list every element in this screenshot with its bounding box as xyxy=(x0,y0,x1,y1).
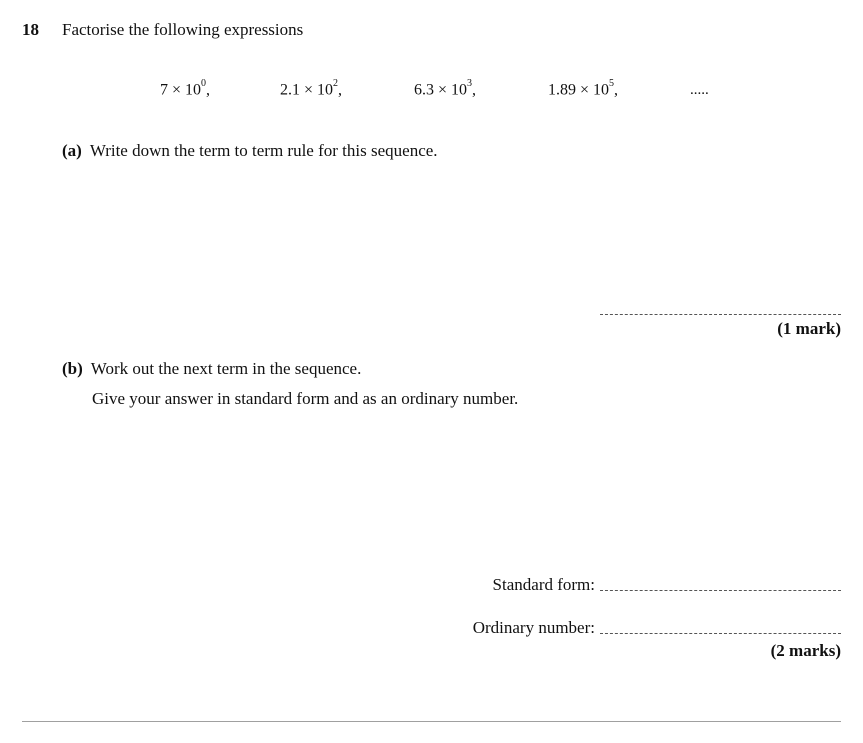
term-separator: , xyxy=(206,81,211,99)
sequence-term-2 xyxy=(280,80,342,99)
part-b-label: (b) xyxy=(62,359,83,378)
term-coefficient: 2.1 xyxy=(280,81,300,99)
part-b-text-line1: Work out the next term in the sequence. xyxy=(90,359,362,378)
term-exponent: 5 xyxy=(609,78,615,89)
part-a-label: (a) xyxy=(62,141,82,160)
part-a-question xyxy=(62,141,438,161)
sequence-term-1 xyxy=(160,80,210,99)
question-title: Factorise the following expressions xyxy=(62,20,304,39)
term-coefficient: 1.89 xyxy=(548,81,576,99)
term-separator: , xyxy=(472,81,477,99)
times-sign: × xyxy=(172,81,182,99)
part-a-marks: (1 mark) xyxy=(777,319,841,338)
part-b-text-line2: Give your answer in standard form and as an ordinary number. xyxy=(92,389,519,408)
term-separator: , xyxy=(338,81,343,99)
standard-form-label: Standard form: xyxy=(492,575,595,594)
part-a-answer-line[interactable] xyxy=(600,314,841,315)
footer-divider xyxy=(22,721,841,722)
part-a-text: Write down the term to term rule for this sequence. xyxy=(89,141,438,160)
term-exponent: 3 xyxy=(467,78,473,89)
standard-form-answer-line[interactable] xyxy=(600,590,841,591)
times-sign: × xyxy=(438,81,448,99)
term-base: 10 xyxy=(317,81,334,99)
times-sign: × xyxy=(580,81,590,99)
sequence-ellipsis: ..... xyxy=(690,82,709,98)
term-exponent: 0 xyxy=(201,78,207,89)
sequence-term-4 xyxy=(548,80,618,99)
sequence-term-3 xyxy=(414,80,476,99)
part-b-question xyxy=(62,359,361,379)
ordinary-number-answer-line[interactable] xyxy=(600,633,841,634)
term-base: 10 xyxy=(451,81,468,99)
term-coefficient: 6.3 xyxy=(414,81,434,99)
term-coefficient: 7 xyxy=(160,81,168,99)
times-sign: × xyxy=(304,81,314,99)
question-number: 18 xyxy=(22,20,39,39)
ordinary-number-label: Ordinary number: xyxy=(472,618,595,637)
term-separator: , xyxy=(614,81,619,99)
term-exponent: 2 xyxy=(333,78,339,89)
part-b-marks: (2 marks) xyxy=(770,641,841,660)
term-base: 10 xyxy=(185,81,202,99)
term-base: 10 xyxy=(593,81,610,99)
